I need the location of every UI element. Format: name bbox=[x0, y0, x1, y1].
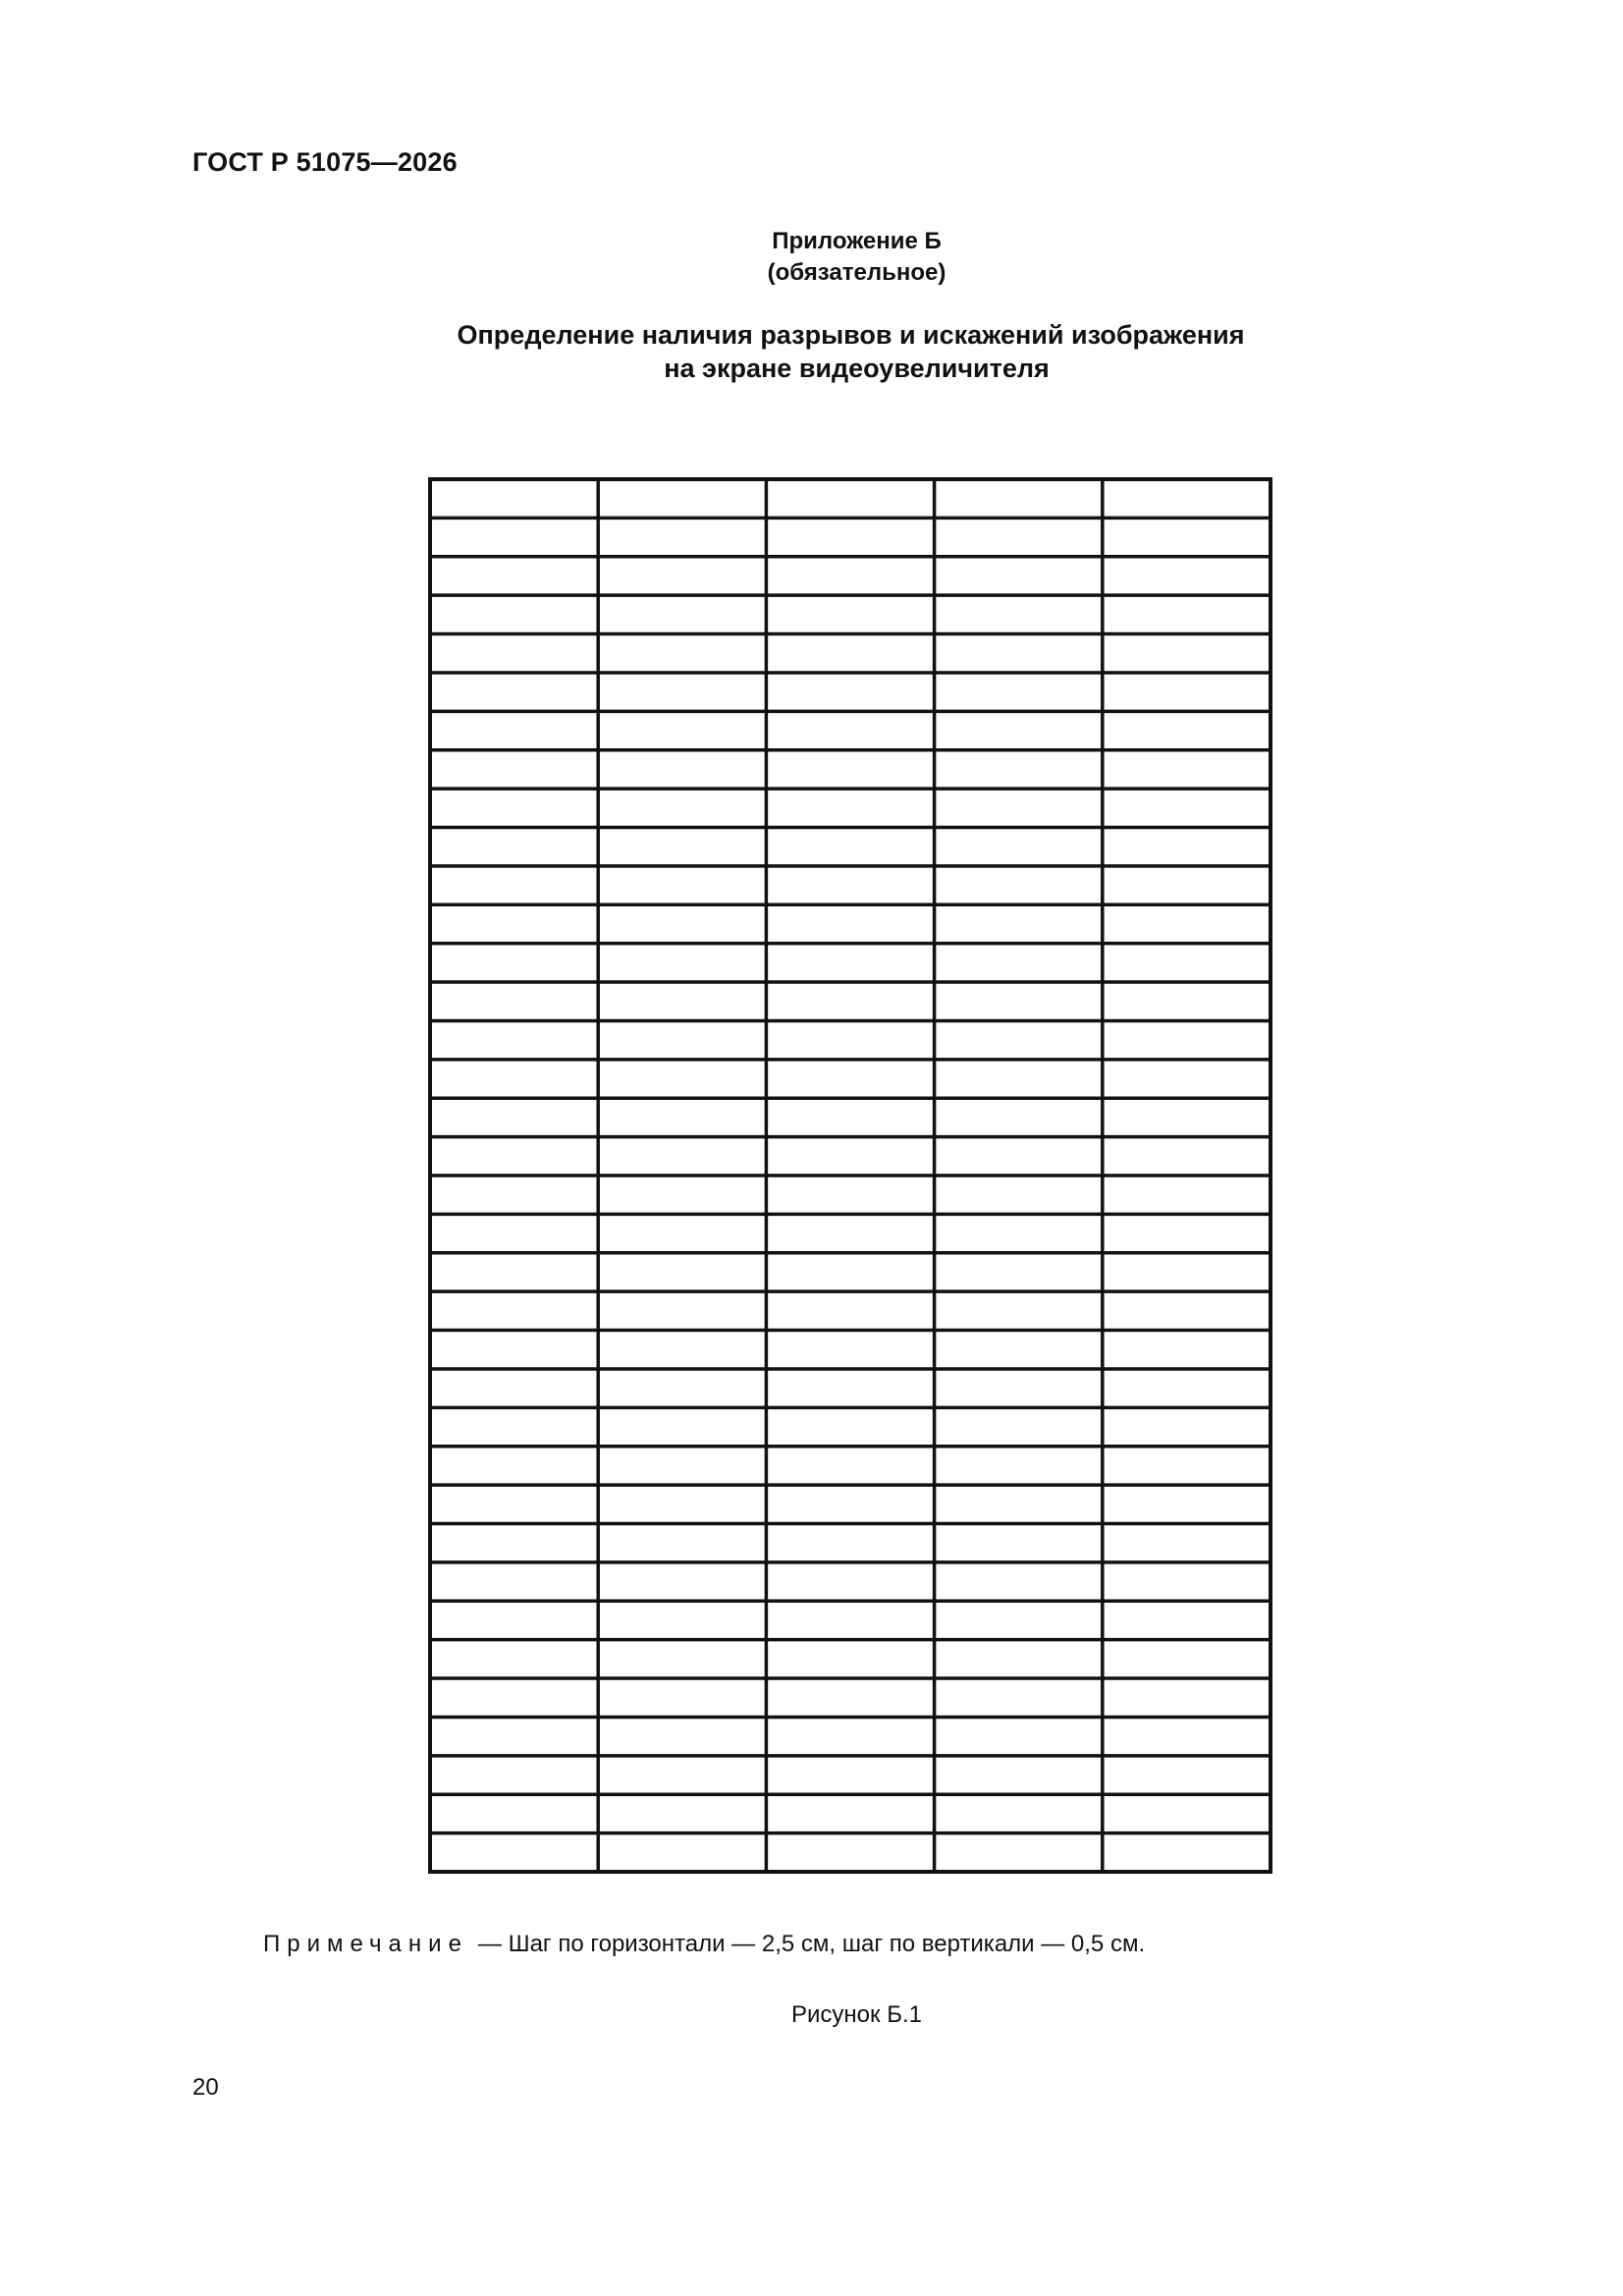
figure-heading-line-1: Определение наличия разрывов и искажений изображения bbox=[457, 320, 1245, 350]
appendix-status: (обязательное) bbox=[767, 259, 947, 286]
appendix-title: Приложение Б bbox=[772, 228, 942, 254]
figure-note bbox=[263, 1931, 1145, 1958]
note-label: Примечание bbox=[263, 1931, 468, 1957]
figure-caption: Рисунок Б.1 bbox=[791, 2001, 922, 2028]
test-grid bbox=[428, 477, 1272, 1874]
page-number: 20 bbox=[192, 2074, 219, 2101]
figure-heading-line-2: на экране видеоувеличителя bbox=[664, 354, 1050, 383]
note-text: — Шаг по горизонтали — 2,5 см, шаг по вертикали — 0,5 см. bbox=[477, 1931, 1146, 1957]
document-code: ГОСТ Р 51075—2026 bbox=[192, 147, 458, 177]
